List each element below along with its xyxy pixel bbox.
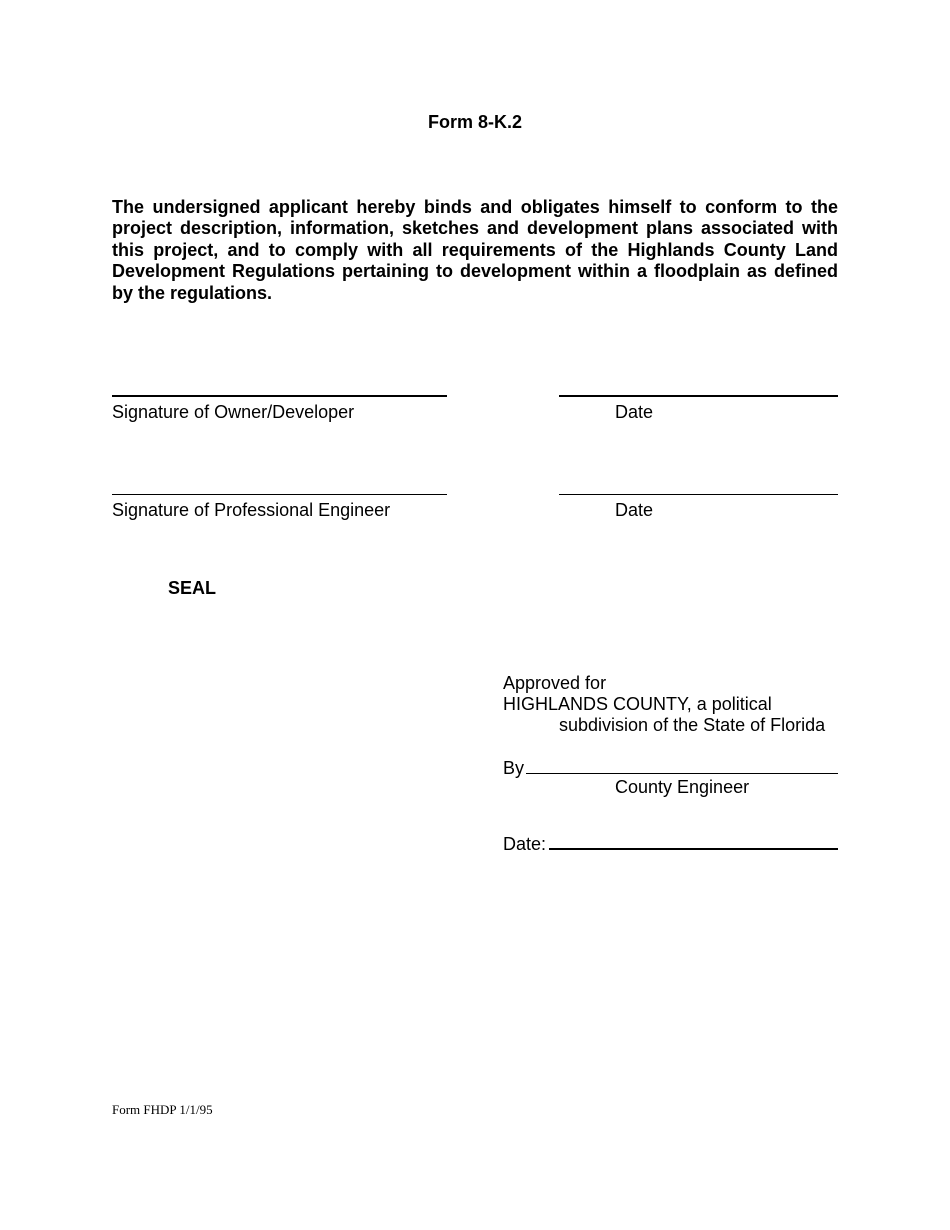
applicant-statement: The undersigned applicant hereby binds and obligates himself to conform to the project description, information, sketches and development plans associated with this project, and to comply with all requirements of the Highlands County Land Development Regulations pertaining to development within a floodplain as defined by the regulations. <box>112 197 838 303</box>
engineer-date-label: Date <box>615 500 654 520</box>
engineer-date-line[interactable] <box>559 494 838 495</box>
approval-line-1: Approved for <box>503 673 607 693</box>
county-engineer-signature-line[interactable] <box>526 773 838 774</box>
form-footer: Form FHDP 1/1/95 <box>112 1102 213 1117</box>
form-title: Form 8-K.2 <box>427 112 523 132</box>
by-label: By <box>503 758 525 778</box>
approval-date-line[interactable] <box>549 848 838 850</box>
seal-label: SEAL <box>168 578 217 598</box>
county-engineer-label: County Engineer <box>615 777 750 797</box>
engineer-signature-line[interactable] <box>112 494 447 495</box>
owner-signature-label: Signature of Owner/Developer <box>112 402 355 422</box>
owner-date-label: Date <box>615 402 654 422</box>
approval-line-3: subdivision of the State of Florida <box>559 715 826 735</box>
owner-signature-line[interactable] <box>112 395 447 397</box>
owner-date-line[interactable] <box>559 395 838 397</box>
engineer-signature-label: Signature of Professional Engineer <box>112 500 391 520</box>
approval-date-label: Date: <box>503 834 547 854</box>
approval-line-2: HIGHLANDS COUNTY, a political <box>503 694 772 714</box>
